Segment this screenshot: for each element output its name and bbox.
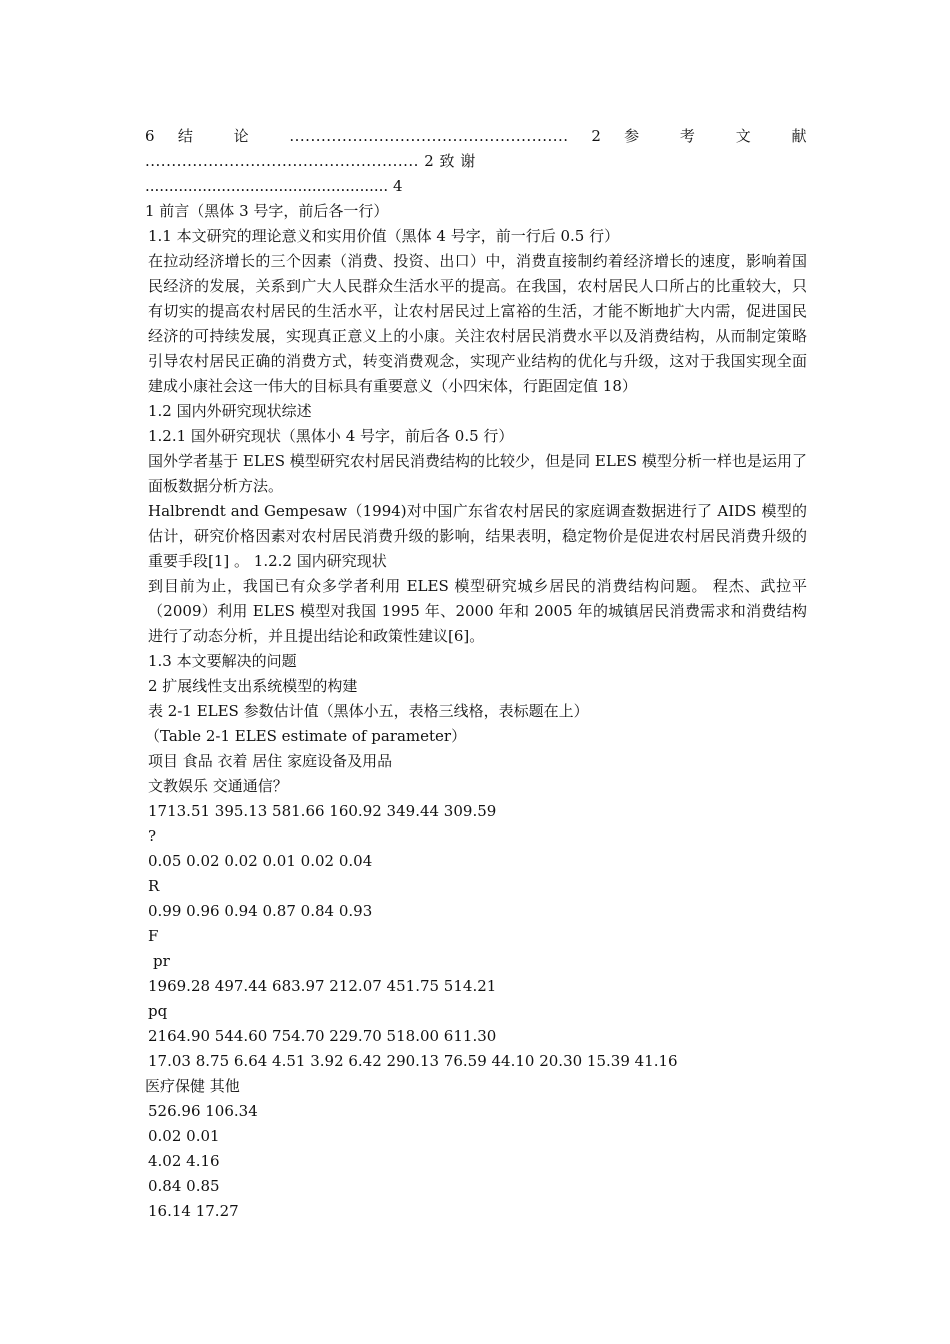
table-row: 0.84 0.85 bbox=[148, 1177, 220, 1195]
table-row: 1969.28 497.44 683.97 212.07 451.75 514.21 bbox=[148, 977, 497, 995]
table-title-en: （Table 2-1 ELES estimate of parameter） bbox=[145, 727, 467, 745]
table-row: 16.14 17.27 bbox=[148, 1202, 239, 1220]
table-row: 0.05 0.02 0.02 0.01 0.02 0.04 bbox=[148, 852, 373, 870]
table-row: 526.96 106.34 bbox=[148, 1102, 258, 1120]
paragraph: Halbrendt and Gempesaw（1994)对中国广东省农村居民的家庭调查数据进行了 AIDS 模型的估计，研究价格因素对农村居民消费升级的影响，结果表明，稳定物价是促进农村居民消费升级的重要手段[1] 。 1.2.2 国内研究现状 bbox=[148, 502, 807, 570]
table-row: 1713.51 395.13 581.66 160.92 349.44 309.59 bbox=[148, 802, 497, 820]
table-row: F bbox=[148, 927, 159, 945]
table-row: R bbox=[148, 877, 160, 895]
toc-line: 6 结 论 ..................................................... 2 参 考 文 献 .................................................... 2 致 谢 bbox=[145, 127, 807, 170]
heading-1-2: 1.2 国内外研究现状综述 bbox=[148, 402, 312, 420]
table-row: 文教娱乐 交通通信？ bbox=[148, 777, 288, 795]
table-row: 17.03 8.75 6.64 4.51 3.92 6.42 290.13 76.59 44.10 20.30 15.39 41.16 bbox=[148, 1052, 678, 1070]
table-row: pq bbox=[148, 1002, 168, 1020]
paragraph: 到目前为止，我国已有众多学者利用 ELES 模型研究城乡居民的消费结构问题。 程杰、武拉平（2009）利用 ELES 模型对我国 1995 年、2000 年和 2005 年的城镇居民消费需求和消费结构进行了动态分析，并且提出结论和政策性建议[6]。 bbox=[148, 577, 807, 645]
paragraph: 国外学者基于 ELES 模型研究农村居民消费结构的比较少，但是同 ELES 模型分析一样也是运用了面板数据分析方法。 bbox=[148, 452, 807, 495]
paragraph: 在拉动经济增长的三个因素（消费、投资、出口）中，消费直接制约着经济增长的速度，影响着国民经济的发展，关系到广大人民群众生活水平的提高。在我国，农村居民人口所占的比重较大，只有切实的提高农村居民的生活水平，让农村居民过上富裕的生活，才能不断地扩大内需，促进国民经济的可持续发展，实现真正意义上的小康。关注农村居民消费水平以及消费结构，从而制定策略引导农村居民正确的消费方式，转变消费观念，实现产业结构的优化与升级，这对于我国实现全面建成小康社会这一伟大的目标具有重要意义（小四宋体，行距固定值 18） bbox=[148, 252, 807, 395]
table-row: 4.02 4.16 bbox=[148, 1152, 220, 1170]
table-title: 表 2-1 ELES 参数估计值（黑体小五，表格三线格，表标题在上） bbox=[148, 702, 589, 720]
toc-line: ................................................... 4 bbox=[145, 177, 403, 195]
table-row: pr bbox=[153, 952, 170, 970]
heading-1: 1 前言（黑体 3 号字，前后各一行） bbox=[145, 202, 389, 220]
table-row: 0.99 0.96 0.94 0.87 0.84 0.93 bbox=[148, 902, 373, 920]
heading-1-1: 1.1 本文研究的理论意义和实用价值（黑体 4 号字，前一行后 0.5 行） bbox=[148, 227, 620, 245]
table-row: 0.02 0.01 bbox=[148, 1127, 220, 1145]
heading-2: 2 扩展线性支出系统模型的构建 bbox=[148, 677, 358, 695]
table-row: 项目 食品 衣着 居住 家庭设备及用品 bbox=[148, 752, 393, 770]
heading-1-3: 1.3 本文要解决的问题 bbox=[148, 652, 297, 670]
table-row: 2164.90 544.60 754.70 229.70 518.00 611.30 bbox=[148, 1027, 497, 1045]
heading-1-2-1: 1.2.1 国外研究现状（黑体小 4 号字，前后各 0.5 行） bbox=[148, 427, 514, 445]
table-row: 医疗保健 其他 bbox=[145, 1077, 240, 1095]
table-row: ? bbox=[148, 827, 157, 845]
page-body bbox=[145, 124, 807, 1224]
